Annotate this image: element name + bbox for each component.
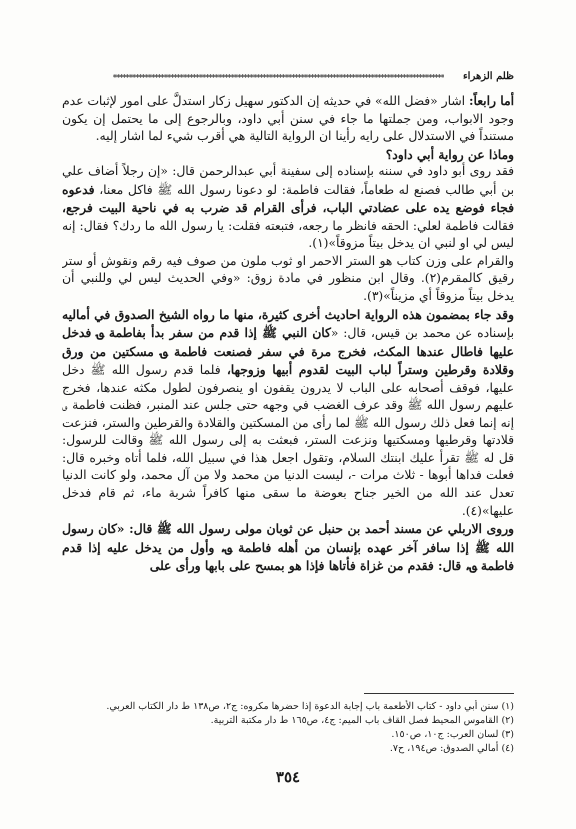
paragraph-saduq: [62, 306, 514, 521]
paragraph-lead: أما رابعاً:: [468, 93, 514, 108]
paragraph-text: فقالت فاطمة لعلي: الحقه فانظر ما رجعه، فتبعته فقلت: يا رسول الله ما ردك؟ فقال: إنه ليس لي او لنبي ان يدخل بيتاً مزوقاً»(١).: [62, 218, 514, 251]
paragraph-emphasis: وقد جاء بمضمون هذه الرواية احاديث أخرى كثيرة، منها ما رواه الشيخ الصدوق في أماليه: [62, 306, 514, 322]
paragraph-text: فقد روى أبو داود في سننه بإسناده إلى سفينة أبي عبدالرحمن قال: «إن رجلاً أضاف علي بن أبي طالب فصنع له طعاماً، فقالت فاطمة: لو دعونا رسول الله ﷺ فاكل معنا،: [62, 164, 514, 197]
paragraph-abu-dawud: [62, 163, 514, 253]
footnote: (٣) لسان العرب: ج١٠، ص١٥٠.: [391, 729, 514, 740]
footnote: (٢) القاموس المحيط فصل القاف باب الميم: ج٤، ص١٦٥ ط دار مكتبة التربية.: [210, 715, 514, 726]
paragraph-emphasis: وروى الاربلي عن مسند أحمد بن حنبل عن ثوبان مولى رسول الله ﷺ قال: «: [116, 521, 514, 537]
paragraph-text: اشار «فضل الله» في حديثه إن الدكتور سهيل زكار استدلَّ على امور لإثبات عدم وجود الابواب، ومن جملتها ما جاء في سنن أبي داود، وبالرجوع إلى ما يحتمل إن يكون مستنداً في الاستدلال على رايه رأينا ان الرواية التالية هي أقرب شيء لما اشار إليه.: [62, 94, 514, 144]
footnotes: [62, 700, 514, 758]
paragraph-qiram: والقرام على وزن كتاب هو الستر الاحمر او ثوب ملون من صوف فيه رقم ونقوش أو ستر رقيق كالمقرم(٢). وقال ابن منظور في مادة زوق: «وفي الحديث ليس لي وللنبي أن يدخل بيتاً مزوقاً أي مزيناً»(٣).: [62, 253, 514, 304]
paragraph-emphasis: كان رسول الله ﷺ إذا سافر آخر عهده بإنسان من أهله فاطمة ؈، وأول من يدخل عليه إذا قدم فاطمة ؈، قال: فقدم من غزاة فأتاها فإذا هو بمسح على بابها ورأى على: [62, 521, 514, 574]
paragraph-text: فلما قدم رسول الله ﷺ دخل عليها، فوقف أصحابه على الباب لا يدرون يقفون او ينصرفون لطول مكثه عندها، فخرج عليهم رسول الله ﷺ وقد عرف الغضب في وجهه حتى جلس عند المنبر، فظنت فاطمة ؈ إنه إنما فعل ذلك رسول الله ﷺ لما رأى من المسكتين والقلادة والقرطين والستر، فنزعت قلادتها وقرطيها ومسكتيها ونزعت الستر، فبعثت به إلى رسول الله ﷺ وقالت للرسول: قل له ﷺ تقرأ عليك ابنتك السلام، وتقول اجعل هذا في سبيل الله، فلما أتاه وخبره قال: فعلت فداها أبوها - ثلاث مرات -، ليست الدنيا من محمد ولا من آل محمد، ولو كانت الدنيا تعدل عند الله من الخير جناح بعوضة ما سقى منها كافراً شربة ماء، ثم قام فدخل عليها»(٤).: [62, 363, 514, 518]
paragraph-emphasis: فدعوه فجاء فوضع يده على عضادتي الباب، فرأى القرام قد ضرب به في ناحية البيت فرجع،: [62, 181, 514, 216]
running-header-title: ظلم الزهراء: [462, 71, 514, 82]
paragraph-arbili: [62, 520, 514, 576]
running-header: [62, 70, 514, 84]
main-text: [62, 92, 514, 687]
paragraph-emphasis: كان النبي ﷺ إذا قدم من سفر بدأ بفاطمة ؈ فدخل عليها فاطال عندها المكث، فخرج مرة في سفر فصنعت فاطمة ؈ مسكتين من ورق وقلادة وقرطين وستراً لباب البيت لقدوم أبيها وزوجها،: [62, 325, 514, 378]
section-question-heading: وماذا عن رواية أبي داود؟: [385, 146, 514, 162]
paragraph-text: بإسناده عن محمد بن قيس، قال: «: [330, 326, 514, 341]
paragraph-fourthly: [62, 92, 514, 146]
footnote-divider: [364, 693, 514, 694]
header-star-divider: ********************************************************************************************************: [112, 72, 444, 82]
page-number: ٣٥٤: [275, 768, 301, 786]
footnote: (٤) أمالي الصدوق: ص١٩٤، ح٧.: [389, 743, 514, 754]
footnote: (١) سنن أبي داود - كتاب الأطعمة باب إجابة الدعوة إذا حضرها مكروه: ج٢، ص١٣٨ ط دار الكتاب العربي.: [106, 701, 514, 712]
